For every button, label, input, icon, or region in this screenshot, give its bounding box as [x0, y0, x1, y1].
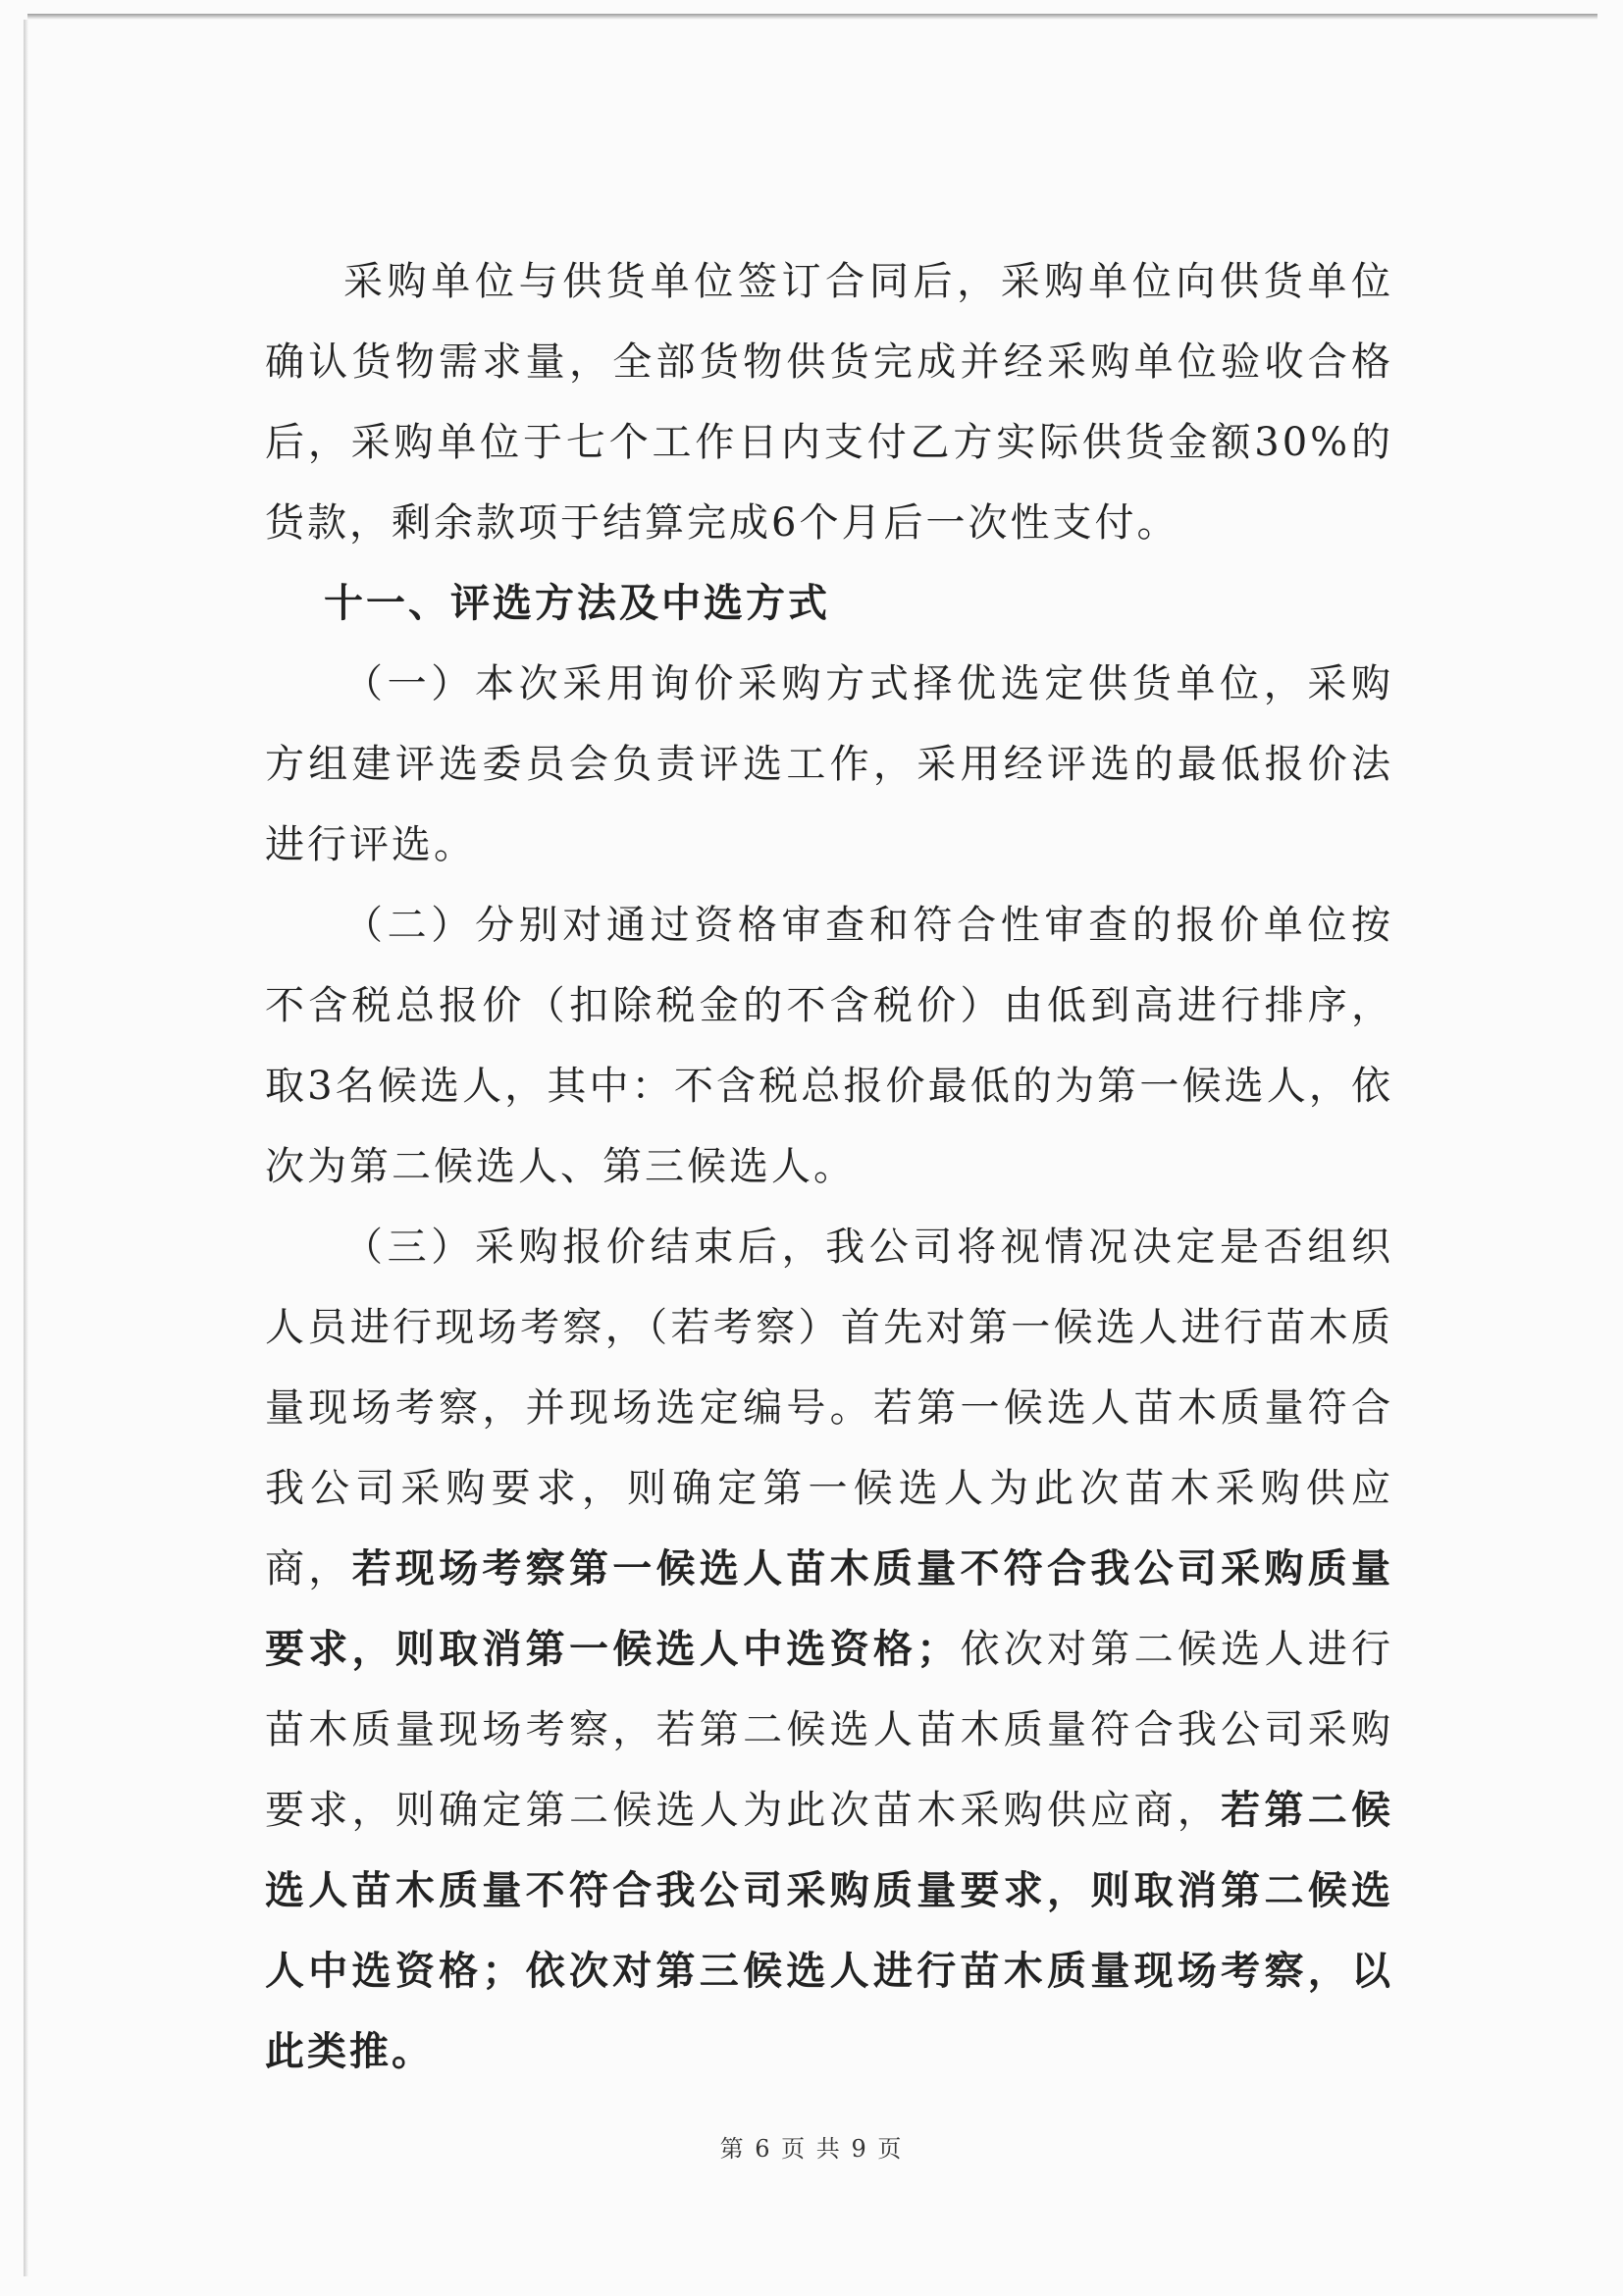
inspection-bold-2: 若第二候选人苗木质量不符合我公司采购质量要求，则取消第二候选人中选资格；依次对第三候选人进行苗木质量现场考察，以此类推。	[265, 1788, 1394, 2074]
payment-terms-paragraph: 采购单位与供货单位签订合同后，采购单位向供货单位确认货物需求量，全部货物供货完成并经采购单位验收合格后，采购单位于七个工作日内支付乙方实际供货金额30%的货款，剩余款项于结算完成6个月后一次性支付。	[265, 259, 1393, 546]
scan-left-edge	[24, 20, 28, 2276]
site-inspection-paragraph	[265, 1207, 1393, 2092]
section-heading-evaluation: 十一、评选方法及中选方式	[324, 581, 830, 626]
document-body	[265, 241, 1393, 2092]
page-number-footer: 第 6 页 共 9 页	[719, 2135, 904, 2163]
evaluation-method-paragraph: （一）本次采用询价采购方式择优选定供货单位，采购方组建评选委员会负责评选工作，采用经评选的最低报价法进行评选。	[265, 661, 1393, 867]
inspection-bold-1: 若现场考察第一候选人苗木质量不符合我公司采购质量要求，则取消第一候选人中选资格；	[265, 1546, 1394, 1672]
ranking-paragraph: （二）分别对通过资格审查和符合性审查的报价单位按不含税总报价（扣除税金的不含税价）由低到高进行排序，取3名候选人，其中：不含税总报价最低的为第一候选人，依次为第二候选人、第三候选人。	[265, 903, 1393, 1189]
inspection-text-1: （三）采购报价结束后，我公司将视情况决定是否组织人员进行现场考察，（若考察）首先对第一候选人进行苗木质量现场考察，并现场选定编号。若第一候选人苗木质量符合我公司采购要求，则确定第一候选人为此次苗木采购供应商，	[265, 1225, 1393, 1592]
scan-top-edge	[27, 14, 1597, 20]
inspection-text-2: 依次对第二候选人进行苗木质量现场考察，若第二候选人苗木质量符合我公司采购要求，则确定第二候选人为此次苗木采购供应商，	[265, 1627, 1394, 1833]
